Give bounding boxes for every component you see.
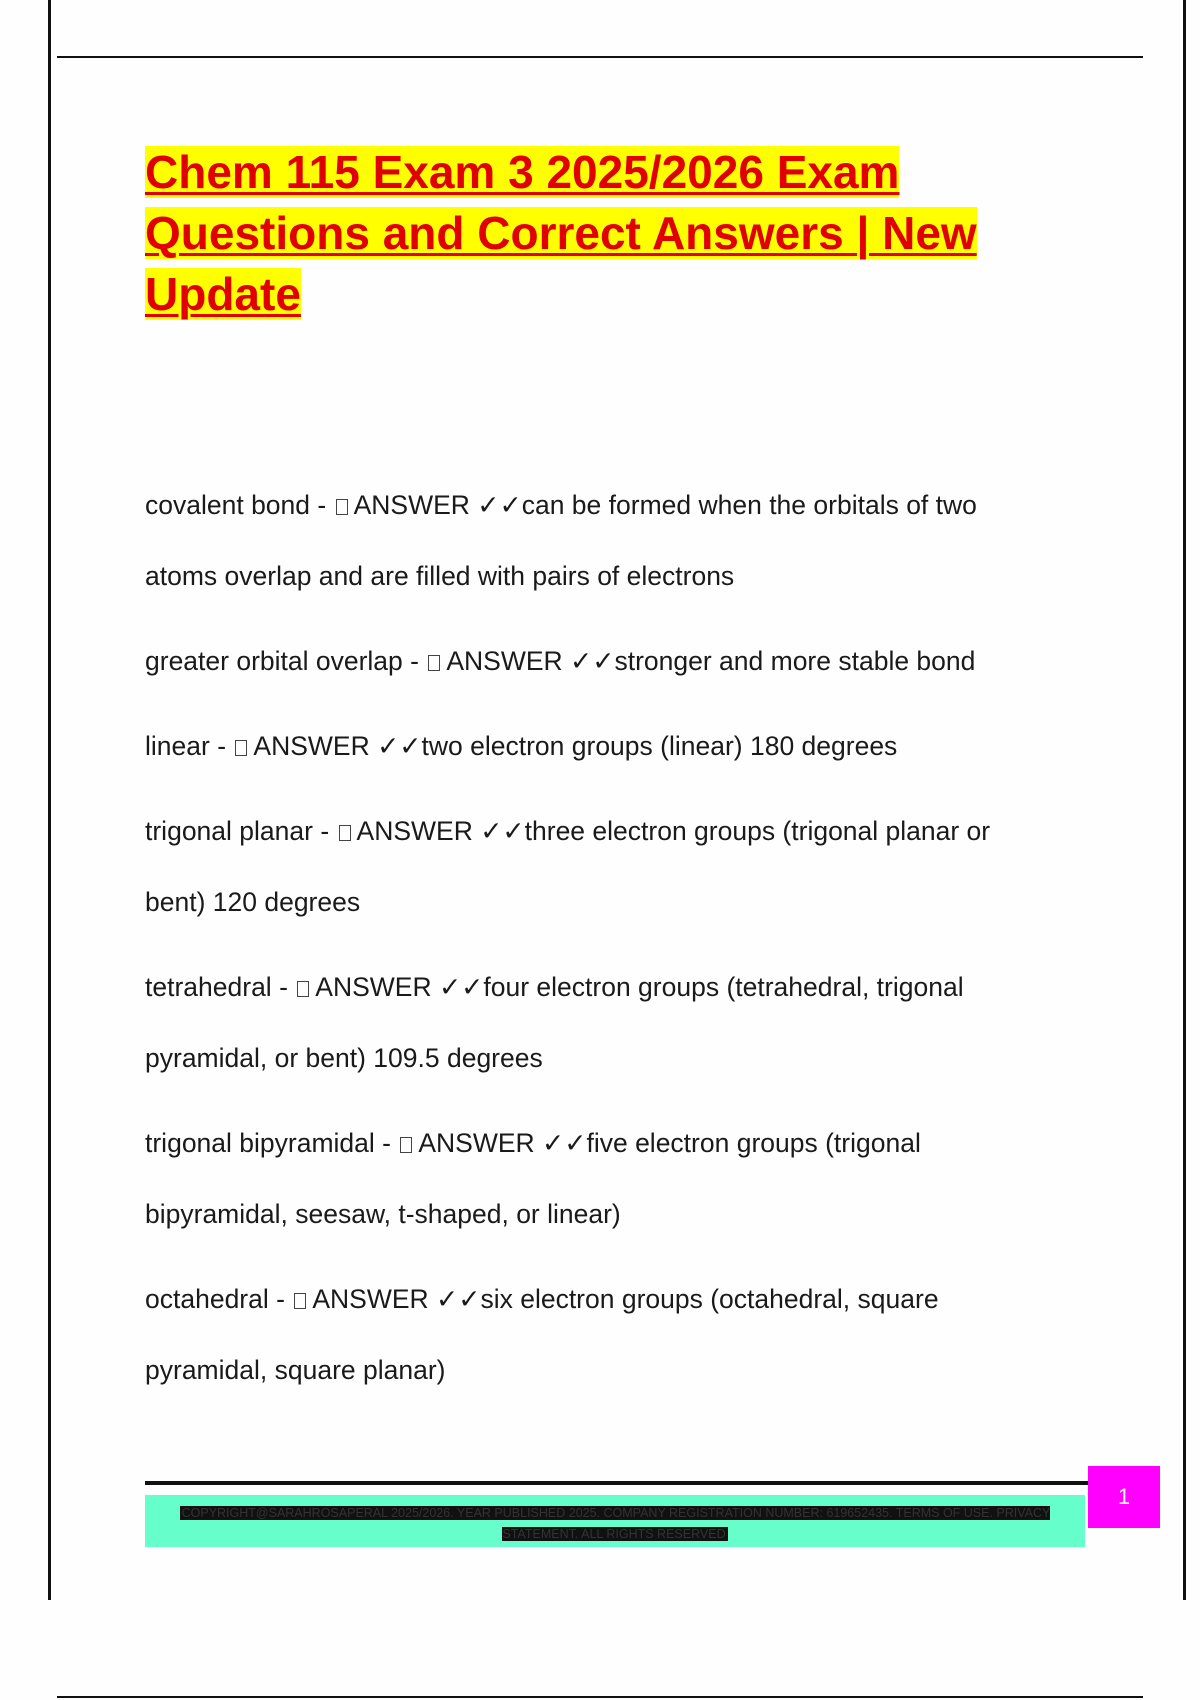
qa-answer: six electron groups (octahedral, square pyramidal, square planar) [145,1284,939,1385]
qa-term: octahedral [145,1284,269,1314]
qa-term: greater orbital overlap [145,646,403,676]
copyright-footer [145,1495,1085,1547]
qa-separator: - [268,1284,293,1314]
qa-marker: ANSWER [353,490,470,520]
qa-term: linear [145,731,210,761]
qa-term: trigonal planar [145,816,313,846]
footer-divider [145,1481,1093,1485]
qa-marker: ANSWER [418,1128,535,1158]
qa-marker: ANSWER [312,1284,429,1314]
qa-item [145,796,1045,938]
qa-item [145,1264,1045,1406]
qa-answer: stronger and more stable bond [614,646,976,676]
qa-marker: ANSWER [356,816,473,846]
check-marks: ✓✓ [377,731,422,761]
qa-marker: ANSWER [446,646,563,676]
qa-item [145,1108,1045,1250]
check-marks: ✓✓ [438,972,484,1002]
qa-list [145,470,1045,1420]
check-marks: ✓✓ [480,816,525,846]
missing-glyph-box-icon [294,1293,306,1309]
qa-separator: - [209,731,234,761]
check-marks: ✓✓ [436,1284,481,1314]
check-marks: ✓✓ [542,1128,587,1158]
document-title [145,142,1045,325]
qa-separator: - [312,816,337,846]
qa-separator: - [271,972,296,1002]
check-marks: ✓✓ [477,490,522,520]
missing-glyph-box-icon [428,655,440,671]
qa-answer: four electron groups (tetrahedral, trigonal pyramidal, or bent) 109.5 degrees [145,972,964,1073]
missing-glyph-box-icon [235,740,247,756]
qa-item [145,952,1045,1094]
qa-answer: two electron groups (linear) 180 degrees [421,731,898,761]
qa-separator: - [310,490,334,520]
document-title-text: Chem 115 Exam 3 2025/2026 Exam Questions and Correct Answers | New Update [145,146,977,320]
qa-separator: - [374,1128,399,1158]
qa-answer: can be formed when the orbitals of two atoms overlap and are filled with pairs of electrons [145,490,977,591]
qa-term: covalent bond [145,490,311,520]
page-number-badge [1088,1466,1160,1528]
page-left-border [48,0,51,1600]
qa-item [145,470,1045,612]
qa-separator: - [402,646,427,676]
qa-marker: ANSWER [253,731,370,761]
missing-glyph-box-icon [336,499,348,515]
copyright-text: COPYRIGHT@SARAHROSAPERAL 2025/2026. YEAR PUBLISHED 2025. COMPANY REGISTRATION NUMBER: 619652435. TERMS OF USE. PRIVACY STATEMENT. ALL RIGHTS RESERVED [181,1506,1051,1541]
check-marks: ✓✓ [570,646,615,676]
qa-answer: three electron groups (trigonal planar or bent) 120 degrees [145,816,991,917]
missing-glyph-box-icon [339,825,351,841]
missing-glyph-box-icon [297,981,309,997]
bottom-divider [57,1696,1143,1698]
qa-item [145,626,1045,697]
missing-glyph-box-icon [400,1137,412,1153]
page-number: 1 [1117,1484,1131,1509]
qa-item [145,711,1045,782]
top-divider [57,56,1143,58]
page-right-border [1183,0,1186,1600]
qa-answer: five electron groups (trigonal bipyramidal, seesaw, t-shaped, or linear) [145,1128,921,1229]
qa-term: trigonal bipyramidal [145,1128,375,1158]
qa-term: tetrahedral [145,972,272,1002]
qa-marker: ANSWER [315,972,432,1002]
